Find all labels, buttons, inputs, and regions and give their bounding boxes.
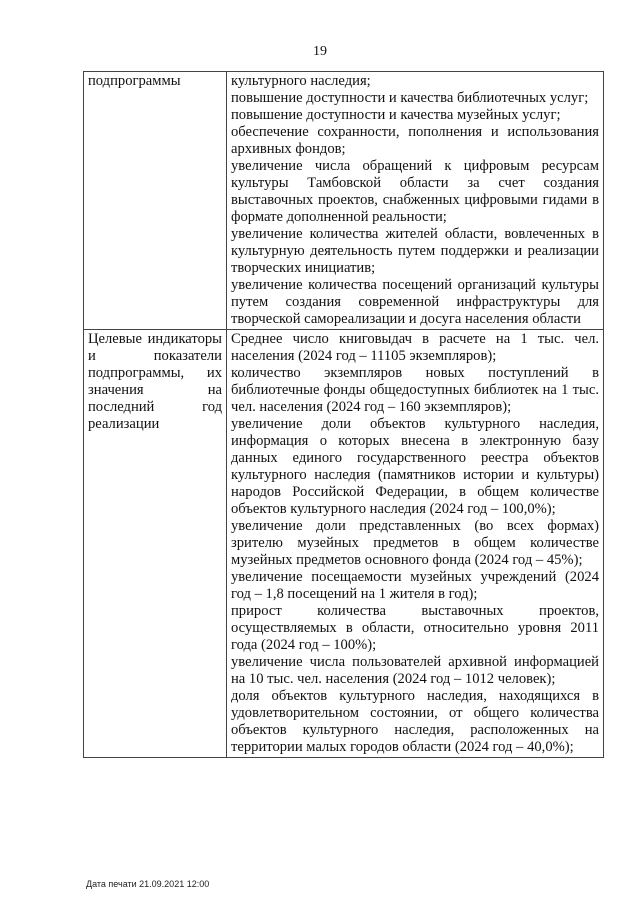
row-content: [227, 72, 604, 330]
row-label: [84, 330, 227, 758]
list-item: увеличение доли объектов культурного наследия, информация о которых внесена в электронную базу данных единого государственного реестра объектов культурного наследия (памятников истории и культуры) народов Российской Федерации, в общем количестве объектов культурного наследия (2024 год – 100,0%);: [231, 416, 599, 517]
row-label-line: подпрограммы, их: [88, 365, 222, 381]
print-date: Дата печати 21.09.2021 12:00: [86, 879, 210, 889]
list-item: обеспечение сохранности, пополнения и использования архивных фондов;: [231, 124, 599, 157]
row-label-line: значения на: [88, 382, 222, 398]
row-label: [84, 72, 227, 330]
passport-table: [83, 71, 604, 758]
row-label-line: реализации: [88, 416, 160, 432]
list-item: культурного наследия;: [231, 73, 371, 89]
list-item: повышение доступности и качества библиотечных услуг;: [231, 90, 589, 106]
list-item: прирост количества выставочных проектов, осуществляемых в области, относительно уровня 2011 года (2024 год – 100%);: [231, 603, 599, 653]
table-row: [84, 72, 604, 330]
page-number: 19: [313, 44, 327, 59]
list-item: доля объектов культурного наследия, находящихся в удовлетворительном состоянии, от общего количества объектов культурного наследия, расположенных на территории малых городов области (2024 год – 40,0%);: [231, 688, 599, 755]
list-item: увеличение количества жителей области, вовлеченных в культурную деятельность путем поддержки и реализации творческих инициатив;: [231, 226, 599, 276]
list-item: повышение доступности и качества музейных услуг;: [231, 107, 561, 123]
list-item: увеличение числа пользователей архивной информацией на 10 тыс. чел. населения (2024 год – 1012 человек);: [231, 654, 599, 687]
row-label-line: Целевые индикаторы: [88, 331, 222, 347]
list-item: увеличение числа обращений к цифровым ресурсам культуры Тамбовской области за счет создания выставочных проектов, снабженных цифровыми гидами в формате дополненной реальности;: [231, 158, 599, 225]
list-item: количество экземпляров новых поступлений в библиотечные фонды общедоступных библиотек на 1 тыс. чел. населения (2024 год – 160 экземпляров);: [231, 365, 599, 415]
row-label-line: последний год: [88, 399, 222, 415]
row-label-line: подпрограммы: [88, 73, 181, 89]
row-label-line: и показатели: [88, 348, 222, 364]
list-item: увеличение посещаемости музейных учреждений (2024 год – 1,8 посещений на 1 жителя в год);: [231, 569, 599, 602]
table-row: [84, 330, 604, 758]
list-item: Среднее число книговыдач в расчете на 1 тыс. чел. населения (2024 год – 11105 экземпляров);: [231, 331, 599, 364]
list-item: увеличение количества посещений организаций культуры путем создания современной инфраструктуры для творческой самореализации и досуга населения области: [231, 277, 599, 327]
list-item: увеличение доли представленных (во всех формах) зрителю музейных предметов в общем количестве музейных предметов основного фонда (2024 год – 45%);: [231, 518, 599, 568]
row-content: [227, 330, 604, 758]
